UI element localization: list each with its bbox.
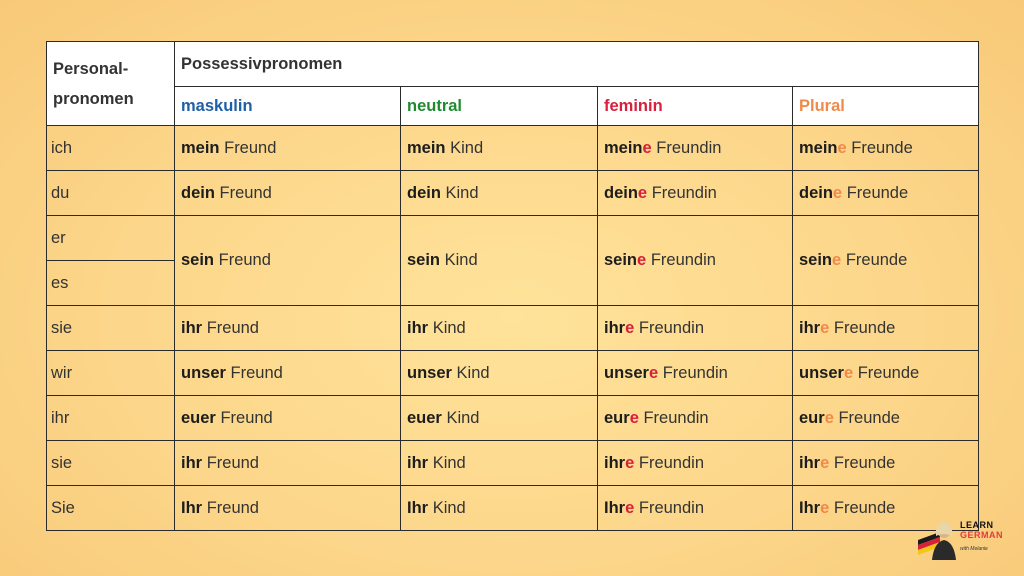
gender-neutral-header: neutral bbox=[401, 87, 598, 126]
plural-cell bbox=[793, 171, 979, 216]
logo-line3: with Melanie bbox=[960, 546, 988, 552]
pronoun-cell: er bbox=[47, 216, 175, 261]
logo-line2: GERMAN bbox=[960, 530, 1003, 540]
neutral-cell bbox=[401, 306, 598, 351]
stem: mein bbox=[799, 138, 838, 157]
noun: Freunde bbox=[845, 251, 908, 269]
stem: Ihr bbox=[604, 498, 626, 517]
table-row bbox=[47, 126, 979, 171]
maskulin-cell bbox=[175, 126, 401, 171]
stem: eur bbox=[604, 408, 630, 427]
stem: ihr bbox=[181, 318, 203, 337]
feminin-cell bbox=[598, 306, 793, 351]
table-row bbox=[47, 441, 979, 486]
noun: Freunde bbox=[833, 453, 896, 472]
maskulin-cell bbox=[175, 171, 401, 216]
stem: unser bbox=[181, 363, 226, 382]
stem: ihr bbox=[181, 453, 203, 472]
plural-cell bbox=[793, 351, 979, 396]
plural-ending: e bbox=[832, 183, 843, 202]
stem: sein bbox=[604, 251, 638, 269]
pronoun-cell: wir bbox=[47, 351, 175, 396]
feminin-cell bbox=[598, 486, 793, 531]
neutral-cell bbox=[401, 396, 598, 441]
noun: Freunde bbox=[851, 138, 913, 157]
stem: dein bbox=[181, 183, 215, 202]
noun: Freund bbox=[230, 363, 283, 382]
stem: unser bbox=[799, 363, 844, 382]
stem: Ihr bbox=[181, 498, 203, 517]
stem: unser bbox=[407, 363, 452, 382]
gender-feminin-header: feminin bbox=[598, 87, 793, 126]
stem: dein bbox=[799, 183, 833, 202]
stem: Ihr bbox=[407, 498, 429, 517]
feminin-cell bbox=[598, 171, 793, 216]
noun: Freund bbox=[219, 183, 272, 202]
noun: Freund bbox=[220, 408, 273, 427]
neutral-cell bbox=[401, 216, 598, 306]
feminin-cell bbox=[598, 396, 793, 441]
stem: dein bbox=[407, 183, 441, 202]
noun: Freund bbox=[218, 251, 271, 269]
plural-ending: e bbox=[837, 138, 847, 157]
maskulin-cell bbox=[175, 351, 401, 396]
stem: sein bbox=[799, 251, 833, 269]
neutral-cell bbox=[401, 486, 598, 531]
stem: mein bbox=[407, 138, 446, 157]
feminin-cell bbox=[598, 126, 793, 171]
plural-cell bbox=[793, 126, 979, 171]
noun: Kind bbox=[456, 363, 490, 382]
stem: mein bbox=[604, 138, 643, 157]
table-row bbox=[47, 306, 979, 351]
gender-plural-header: Plural bbox=[793, 87, 979, 126]
logo-line1: LEARN bbox=[960, 520, 994, 530]
plural-cell bbox=[793, 216, 979, 306]
plural-cell bbox=[793, 441, 979, 486]
pronoun-cell: ihr bbox=[47, 396, 175, 441]
noun: Kind bbox=[432, 498, 466, 517]
maskulin-cell bbox=[175, 306, 401, 351]
stem: euer bbox=[407, 408, 442, 427]
noun: Freund bbox=[206, 453, 259, 472]
noun: Freunde bbox=[846, 183, 909, 202]
noun: Freund bbox=[224, 138, 277, 157]
feminin-ending: e bbox=[637, 183, 648, 202]
stem: eur bbox=[799, 408, 825, 427]
stem: Ihr bbox=[799, 498, 821, 517]
possessive-pronoun-table bbox=[46, 41, 979, 531]
noun: Freundin bbox=[638, 318, 704, 337]
noun: Kind bbox=[432, 318, 466, 337]
neutral-cell bbox=[401, 171, 598, 216]
personalpronomen-header: Personal-pronomen bbox=[47, 42, 175, 126]
plural-cell bbox=[793, 396, 979, 441]
feminin-ending: e bbox=[648, 363, 659, 382]
noun: Freund bbox=[206, 318, 259, 337]
stem: ihr bbox=[604, 318, 626, 337]
stem: sein bbox=[181, 251, 215, 269]
table-row bbox=[47, 216, 979, 261]
plural-cell bbox=[793, 306, 979, 351]
feminin-cell bbox=[598, 216, 793, 306]
noun: Freundin bbox=[643, 408, 709, 427]
plural-ending: e bbox=[820, 318, 830, 337]
noun: Freunde bbox=[838, 408, 900, 427]
pronoun-cell: du bbox=[47, 171, 175, 216]
noun: Kind bbox=[445, 183, 479, 202]
table-row bbox=[47, 486, 979, 531]
plural-ending: e bbox=[824, 408, 834, 427]
plural-ending: e bbox=[820, 453, 830, 472]
learn-german-logo bbox=[918, 516, 1004, 560]
stem: unser bbox=[604, 363, 649, 382]
noun: Freunde bbox=[857, 363, 920, 382]
noun: Freundin bbox=[638, 453, 704, 472]
feminin-ending: e bbox=[629, 408, 639, 427]
pronoun-cell: ich bbox=[47, 126, 175, 171]
feminin-cell bbox=[598, 351, 793, 396]
feminin-ending: e bbox=[625, 318, 635, 337]
neutral-cell bbox=[401, 126, 598, 171]
noun: Freund bbox=[206, 498, 259, 517]
flag-portrait-icon bbox=[918, 516, 958, 560]
noun: Freundin bbox=[650, 251, 716, 269]
noun: Freunde bbox=[833, 498, 896, 517]
maskulin-cell bbox=[175, 216, 401, 306]
neutral-cell bbox=[401, 351, 598, 396]
maskulin-cell bbox=[175, 396, 401, 441]
table-row bbox=[47, 351, 979, 396]
possessivpronomen-header: Possessivpronomen bbox=[175, 42, 979, 87]
pronoun-cell: sie bbox=[47, 306, 175, 351]
noun: Freundin bbox=[638, 498, 704, 517]
feminin-ending: e bbox=[625, 453, 635, 472]
pronoun-cell: sie bbox=[47, 441, 175, 486]
feminin-ending: e bbox=[625, 498, 635, 517]
noun: Freundin bbox=[656, 138, 722, 157]
feminin-ending: e bbox=[637, 251, 647, 269]
maskulin-cell bbox=[175, 486, 401, 531]
noun: Freundin bbox=[662, 363, 728, 382]
stem: dein bbox=[604, 183, 638, 202]
table-row bbox=[47, 396, 979, 441]
feminin-ending: e bbox=[642, 138, 652, 157]
table-row bbox=[47, 171, 979, 216]
stem: ihr bbox=[407, 318, 429, 337]
noun: Kind bbox=[446, 408, 480, 427]
pronoun-cell: es bbox=[47, 261, 175, 306]
noun: Kind bbox=[432, 453, 466, 472]
stem: ihr bbox=[799, 453, 821, 472]
maskulin-cell bbox=[175, 441, 401, 486]
stem: ihr bbox=[604, 453, 626, 472]
feminin-cell bbox=[598, 441, 793, 486]
pronoun-cell: Sie bbox=[47, 486, 175, 531]
neutral-cell bbox=[401, 441, 598, 486]
plural-ending: e bbox=[820, 498, 830, 517]
plural-ending: e bbox=[832, 251, 842, 269]
noun: Kind bbox=[450, 138, 484, 157]
noun: Freundin bbox=[651, 183, 717, 202]
plural-ending: e bbox=[843, 363, 854, 382]
gender-maskulin-header: maskulin bbox=[175, 87, 401, 126]
noun: Freunde bbox=[833, 318, 896, 337]
stem: sein bbox=[407, 251, 441, 269]
stem: mein bbox=[181, 138, 220, 157]
noun: Kind bbox=[444, 251, 478, 269]
stem: ihr bbox=[407, 453, 429, 472]
stem: ihr bbox=[799, 318, 821, 337]
stem: euer bbox=[181, 408, 216, 427]
